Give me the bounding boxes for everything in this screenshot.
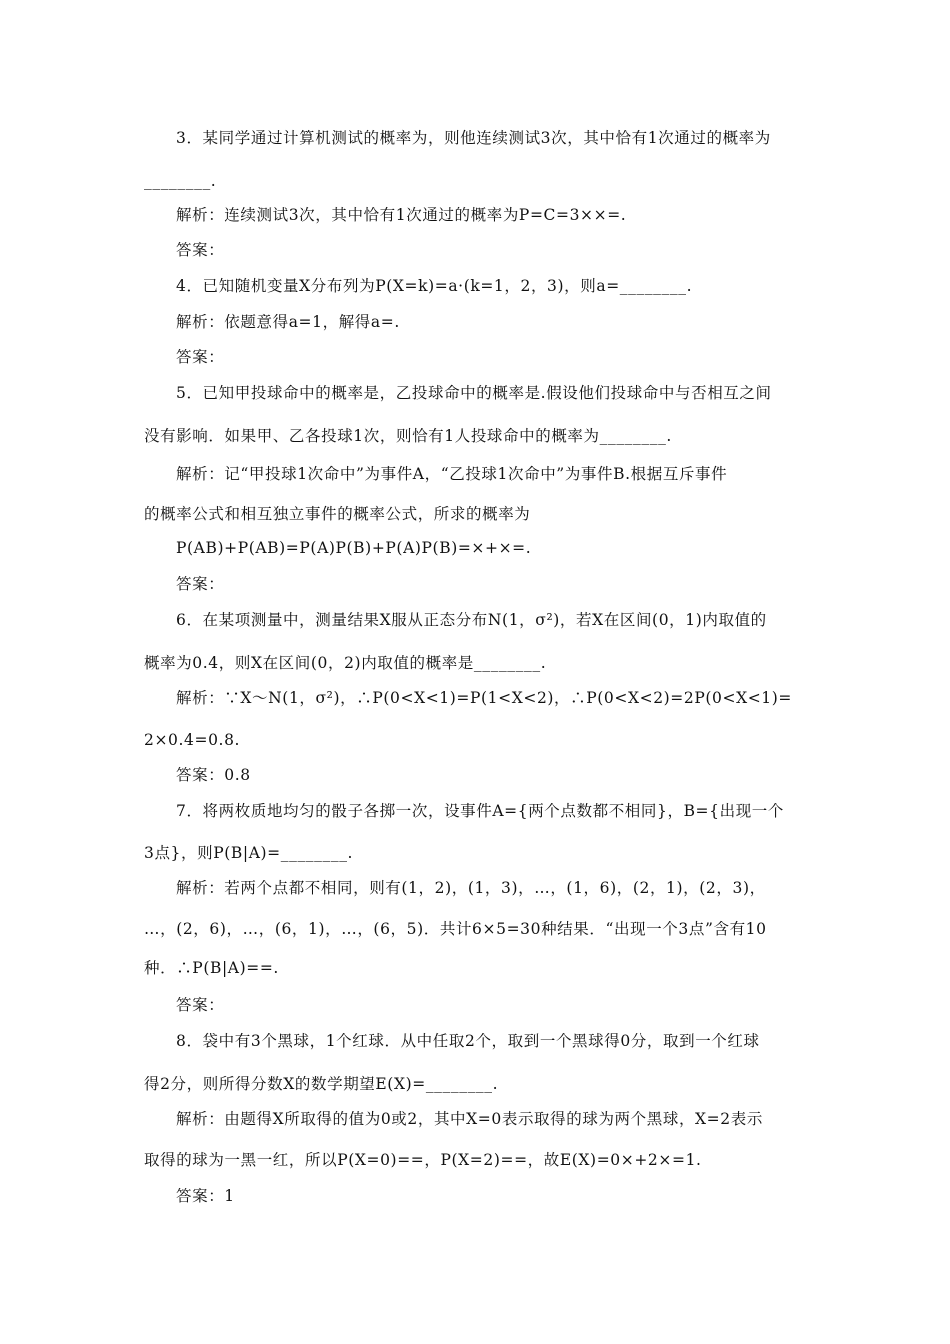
- q6-stem-line2: 概率为0.4，则X在区间(0，2)内取值的概率是________.: [144, 654, 547, 672]
- q6-solution-line1: 解析：∵X～N(1，σ²)，∴P(0<X<1)=P(1<X<2)，∴P(0<X<2)=2P(0<X<1)=: [176, 689, 792, 707]
- q3-solution: 解析：连续测试3次，其中恰有1次通过的概率为P=C=3××=.: [176, 206, 627, 224]
- q7-stem-line1: 7．将两枚质地均匀的骰子各掷一次，设事件A={两个点数都不相同}，B={出现一个: [176, 802, 785, 820]
- q5-solution-formula: P(AB)+P(AB)=P(A)P(B)+P(A)P(B)=×+×=.: [176, 539, 532, 557]
- q8-stem-line1: 8．袋中有3个黑球，1个红球．从中任取2个，取到一个黑球得0分，取到一个红球: [176, 1032, 760, 1050]
- q6-stem-line1: 6．在某项测量中，测量结果X服从正态分布N(1，σ²)，若X在区间(0，1)内取值的: [176, 611, 767, 629]
- q7-stem-line2: 3点}，则P(B|A)=________.: [144, 844, 354, 862]
- q5-stem-line2: 没有影响．如果甲、乙各投球1次，则恰有1人投球命中的概率为________.: [144, 427, 672, 445]
- q6-answer: 答案：0.8: [176, 766, 251, 784]
- q7-solution-line1: 解析：若两个点都不相同，则有(1，2)，(1，3)，…，(1，6)，(2，1)，(2，3)，: [176, 879, 766, 897]
- q4-solution: 解析：依题意得a=1，解得a=.: [176, 313, 400, 331]
- q8-stem-line2: 得2分，则所得分数X的数学期望E(X)=________.: [144, 1075, 499, 1093]
- q3-stem-line1: 3．某同学通过计算机测试的概率为，则他连续测试3次，其中恰有1次通过的概率为: [176, 129, 771, 147]
- q7-solution-line2: …，(2，6)，…，(6，1)，…，(6，5)．共计6×5=30种结果．“出现一个3点”含有10: [144, 920, 767, 938]
- q3-answer: 答案：: [176, 241, 225, 259]
- q7-solution-line3: 种．∴P(B|A)==.: [144, 959, 279, 977]
- q5-solution-line2: 的概率公式和相互独立事件的概率公式，所求的概率为: [144, 505, 531, 523]
- q4-stem: 4．已知随机变量X分布列为P(X=k)=a·(k=1，2，3)，则a=________.: [176, 277, 693, 295]
- q6-solution-line2: 2×0.4=0.8.: [144, 731, 241, 749]
- q5-solution-line1: 解析：记“甲投球1次命中”为事件A，“乙投球1次命中”为事件B.根据互斥事件: [176, 465, 728, 483]
- q3-stem-line2: ________.: [144, 172, 217, 190]
- q8-solution-line2: 取得的球为一黑一红，所以P(X=0)==，P(X=2)==，故E(X)=0×+2×=1.: [144, 1151, 702, 1169]
- q5-answer: 答案：: [176, 575, 225, 593]
- q5-stem-line1: 5．已知甲投球命中的概率是，乙投球命中的概率是.假设他们投球命中与否相互之间: [176, 384, 772, 402]
- q8-solution-line1: 解析：由题得X所取得的值为0或2，其中X=0表示取得的球为两个黑球，X=2表示: [176, 1110, 763, 1128]
- q8-answer: 答案：1: [176, 1187, 235, 1205]
- q7-answer: 答案：: [176, 996, 225, 1014]
- q4-answer: 答案：: [176, 348, 225, 366]
